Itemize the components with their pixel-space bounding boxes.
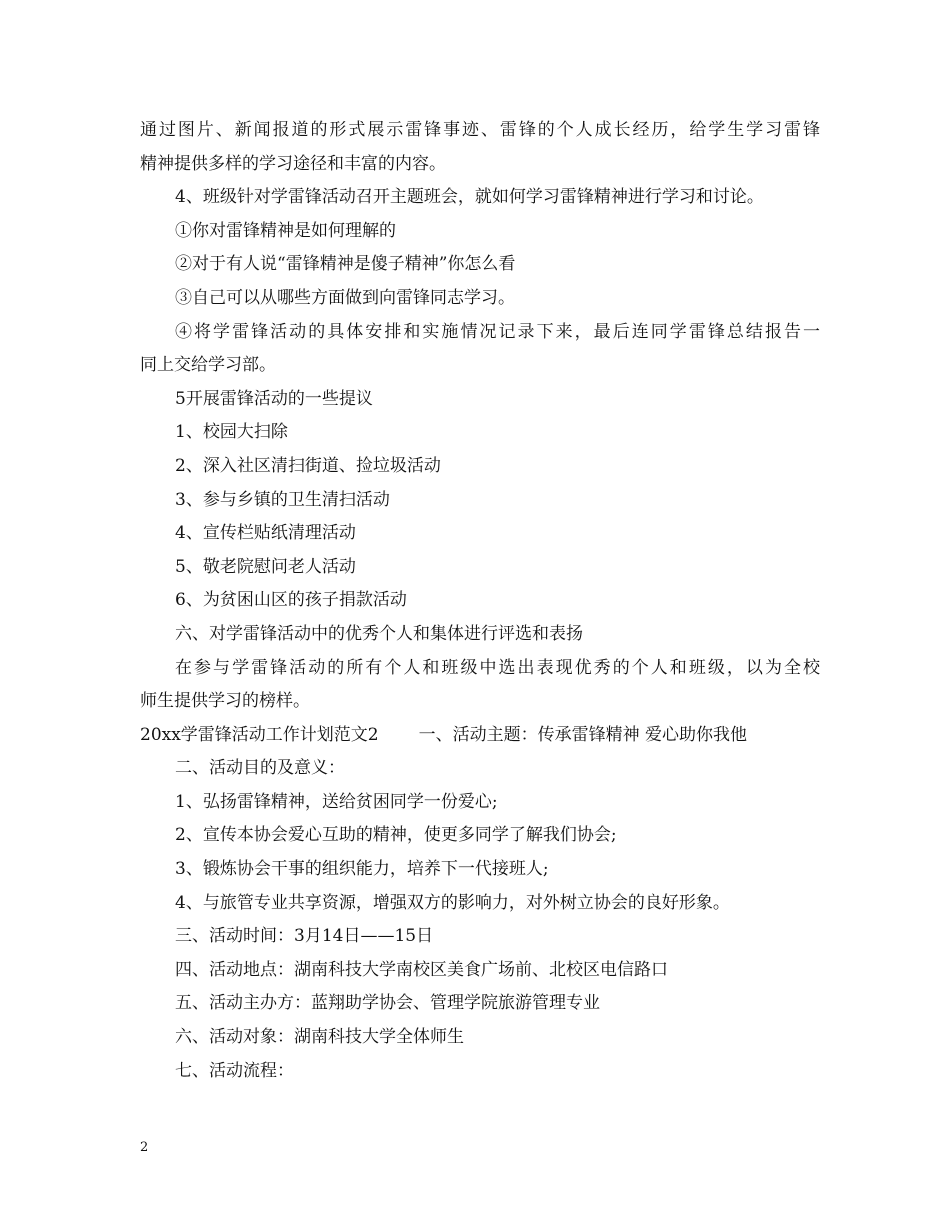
list-item: ②对于有人说“雷锋精神是傻子精神”你怎么看: [175, 254, 516, 275]
page-number: 2: [140, 1140, 149, 1155]
section-heading: 三、活动时间：3月14日——15日: [175, 926, 434, 947]
paragraph-line: 同上交给学习部。: [140, 355, 276, 376]
section-heading: 六、对学雷锋活动中的优秀个人和集体进行评选和表扬: [175, 623, 583, 644]
page-body: [140, 114, 820, 1088]
list-item: 1、弘扬雷锋精神，送给贫困同学一份爱心;: [175, 791, 498, 812]
paragraph-line: 精神提供多样的学习途径和丰富的内容。: [140, 153, 446, 174]
paragraph-line: 在参与学雷锋活动的所有个人和班级中选出表现优秀的个人和班级，以为全校: [175, 657, 820, 678]
section-heading: 五、活动主办方：蓝翔助学协会、管理学院旅游管理专业: [175, 993, 600, 1014]
list-item: 2、宣传本协会爱心互助的精神，使更多同学了解我们协会;: [175, 825, 617, 846]
paragraph-line: 师生提供学习的榜样。: [140, 691, 310, 712]
list-item: ①你对雷锋精神是如何理解的: [175, 220, 396, 241]
section-heading: 一、活动主题：传承雷锋精神 爱心助你我他: [418, 724, 748, 745]
section-heading: 四、活动地点：湖南科技大学南校区美食广场前、北校区电信路口: [175, 959, 668, 980]
section-heading: 七、活动流程：: [175, 1060, 294, 1081]
document-title: 20xx学雷锋活动工作计划范文2: [140, 724, 379, 745]
paragraph-line: 通过图片、新闻报道的形式展示雷锋事迹、雷锋的个人成长经历，给学生学习雷锋: [140, 120, 820, 140]
list-item: 4、与旅管专业共享资源，增强双方的影响力，对外树立协会的良好形象。: [175, 892, 730, 913]
title-spacer: [379, 719, 419, 753]
list-item: 5、敬老院慰问老人活动: [175, 556, 356, 577]
section-heading: 5开展雷锋活动的一些提议: [175, 388, 373, 409]
paragraph-line: 4、班级针对学雷锋活动召开主题班会，就如何学习雷锋精神进行学习和讨论。: [175, 187, 764, 208]
list-item: ④将学雷锋活动的具体安排和实施情况记录下来，最后连同学雷锋总结报告一: [175, 321, 820, 342]
section-heading: 六、活动对象：湖南科技大学全体师生: [175, 1027, 464, 1048]
list-item: 4、宣传栏贴纸清理活动: [175, 523, 356, 544]
list-item: 6、为贫困山区的孩子捐款活动: [175, 590, 407, 611]
section-heading: 二、活动目的及意义：: [175, 758, 345, 779]
list-item: 1、校园大扫除: [175, 422, 288, 443]
list-item: 3、参与乡镇的卫生清扫活动: [175, 489, 390, 510]
title-row: [140, 719, 820, 753]
list-item: 3、锻炼协会干事的组织能力，培养下一代接班人;: [175, 859, 549, 880]
list-item: ③自己可以从哪些方面做到向雷锋同志学习。: [175, 287, 515, 308]
list-item: 2、深入社区清扫街道、捡垃圾活动: [175, 455, 441, 476]
